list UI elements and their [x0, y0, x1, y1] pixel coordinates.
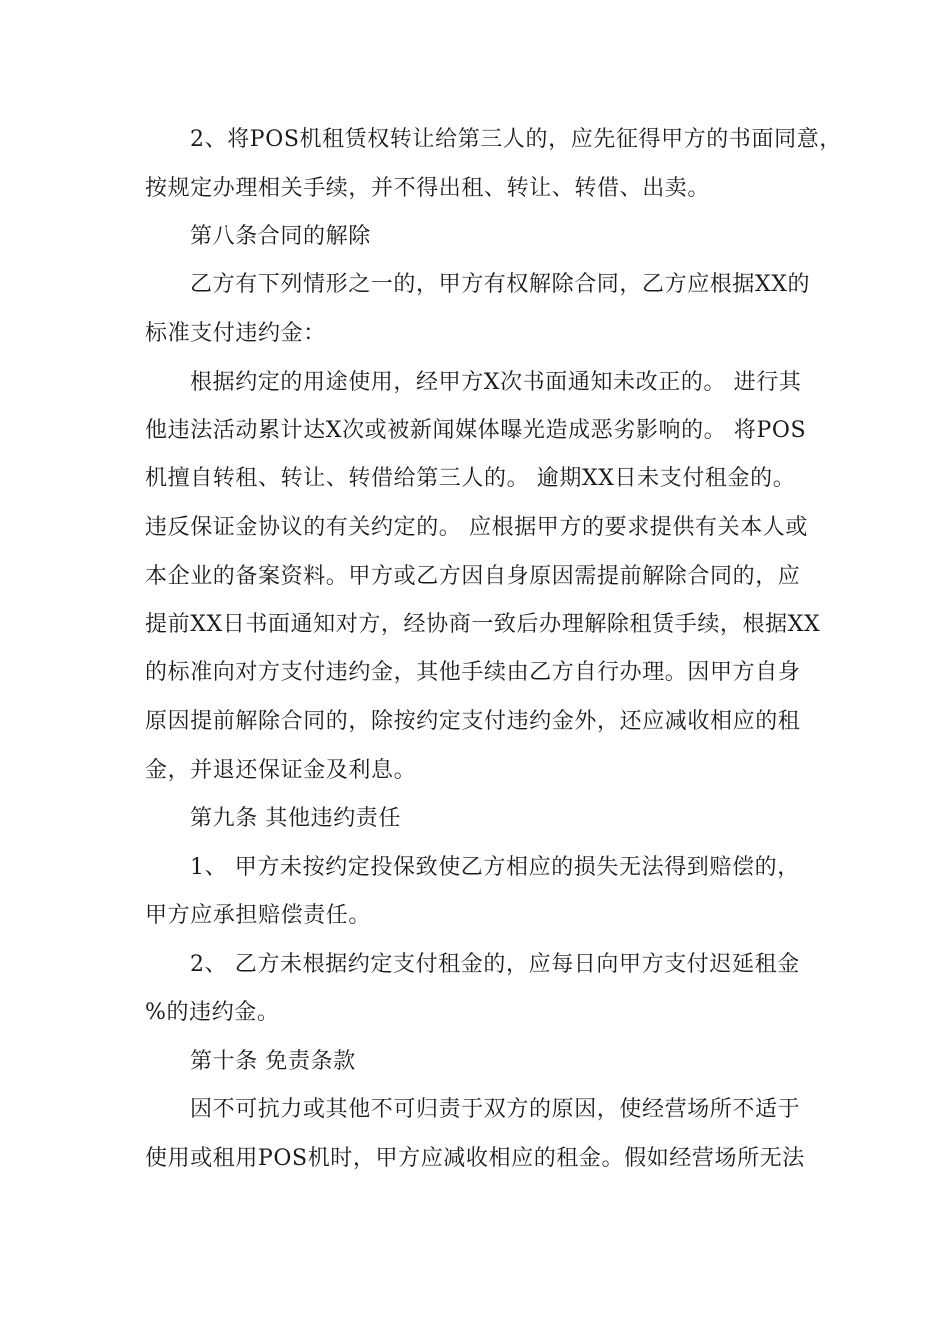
text-line: 因不可抗力或其他不可归责于双方的原因，使经营场所不适于 — [190, 1097, 801, 1122]
section-heading: 第八条合同的解除 — [190, 224, 371, 249]
text-line: 使用或租用POS机时，甲方应减收相应的租金。假如经营场所无法 — [145, 1146, 805, 1171]
section-heading: 第十条 免责条款 — [190, 1049, 356, 1074]
text-line: 本企业的备案资料。甲方或乙方因自身原因需提前解除合同的，应 — [145, 564, 801, 589]
text-line: 他违法活动累计达X次或被新闻媒体曝光造成恶劣影响的。 将POS — [145, 418, 807, 443]
text-line: 违反保证金协议的有关约定的。 应根据甲方的要求提供有关本人或 — [145, 515, 808, 540]
text-line: 2、将POS机租赁权转让给第三人的，应先征得甲方的书面同意， — [190, 127, 842, 152]
text-line: 2、 乙方未根据约定支付租金的，应每日向甲方支付迟延租金 — [190, 952, 800, 977]
section-heading: 第九条 其他违约责任 — [190, 806, 401, 831]
text-line: 甲方应承担赔偿责任。 — [145, 903, 372, 928]
text-line: 根据约定的用途使用，经甲方X次书面通知未改正的。 进行其 — [190, 370, 802, 395]
text-line: 标准支付违约金： — [145, 321, 326, 346]
text-line: 金，并退还保证金及利息。 — [145, 758, 417, 783]
text-line: 机擅自转租、转让、转借给第三人的。 逾期XX日未支付租金的。 — [145, 466, 796, 491]
text-line: 1、 甲方未按约定投保致使乙方相应的损失无法得到赔偿的， — [190, 855, 800, 880]
text-line: 提前XX日书面通知对方，经协商一致后办理解除租赁手续，根据XX — [145, 612, 821, 637]
text-line: 的标准向对方支付违约金，其他手续由乙方自行办理。因甲方自身 — [145, 660, 801, 685]
text-line: %的违约金。 — [145, 1000, 280, 1025]
text-line: 乙方有下列情形之一的，甲方有权解除合同，乙方应根据XX的 — [190, 272, 811, 297]
text-line: 按规定办理相关手续，并不得出租、转让、转借、出卖。 — [145, 176, 711, 201]
text-line: 原因提前解除合同的，除按约定支付违约金外，还应减收相应的租 — [145, 709, 801, 734]
